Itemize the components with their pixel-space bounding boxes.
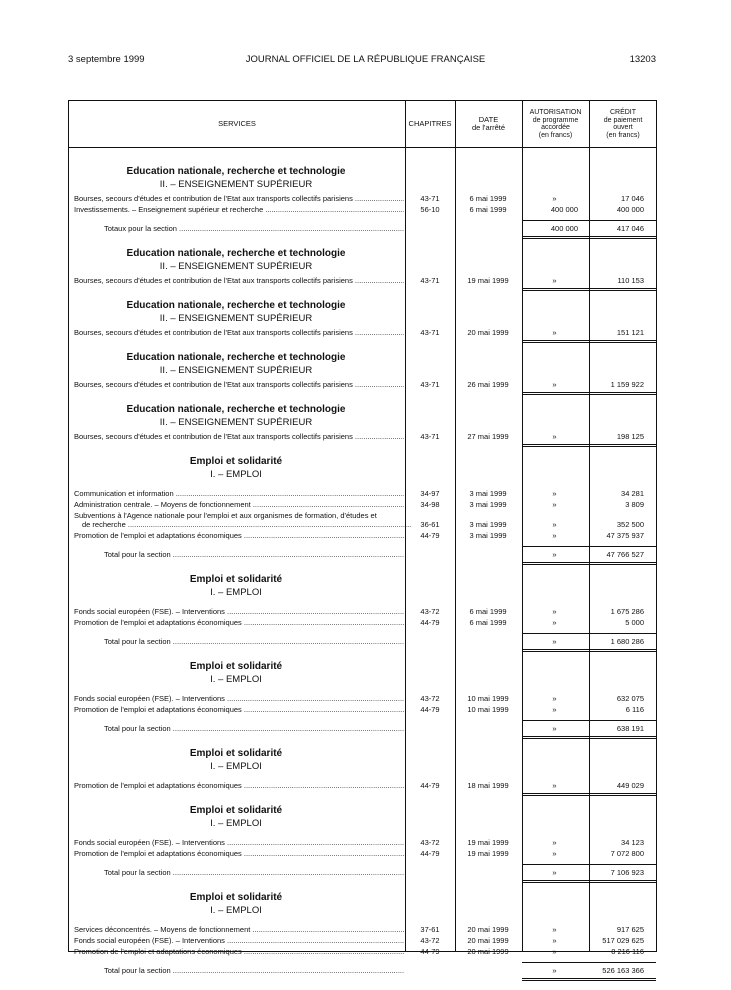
col-header-autorisation: AUTORISATION de programme accordée (en francs) xyxy=(529,109,582,139)
table-row xyxy=(68,432,657,443)
table-row xyxy=(68,520,657,531)
section-title: Education nationale, recherche et technologie xyxy=(126,248,346,259)
row-credit: 198 125 xyxy=(616,432,644,441)
section-subtitle: II. – ENSEIGNEMENT SUPÉRIEUR xyxy=(159,313,313,324)
total-row xyxy=(68,868,657,879)
row-service: Investissements. – Enseignement supérieur et recherche ..... xyxy=(74,205,404,215)
row-autorisation: » xyxy=(552,194,557,203)
section-subtitle: I. – EMPLOI xyxy=(210,818,262,829)
row-chapitre: 34-97 xyxy=(420,489,440,498)
total-row xyxy=(68,550,657,561)
row-date: 3 mai 1999 xyxy=(469,489,507,498)
row-date: 20 mai 1999 xyxy=(467,936,509,945)
row-service: Services déconcentrés. – Moyens de fonctionnement ..... xyxy=(74,925,404,935)
row-autorisation: » xyxy=(552,489,557,498)
row-credit: 1 159 922 xyxy=(610,380,644,389)
row-credit: 517 029 625 xyxy=(602,936,644,945)
row-date: 10 mai 1999 xyxy=(467,694,509,703)
total-double-rule xyxy=(522,736,656,739)
row-service: Subventions à l'Agence nationale pour l'emploi et aux organismes de formation, d'études et xyxy=(74,511,377,520)
total-row xyxy=(68,966,657,977)
budget-section xyxy=(68,403,657,447)
total-label: Total pour la section ..... xyxy=(104,637,404,647)
row-chapitre: 43-71 xyxy=(420,380,440,389)
table-row xyxy=(68,205,657,216)
row-service: Promotion de l'emploi et adaptations économiques ..... xyxy=(74,849,404,859)
section-double-rule xyxy=(522,392,656,395)
section-subtitle: II. – ENSEIGNEMENT SUPÉRIEUR xyxy=(159,365,313,376)
row-chapitre: 43-72 xyxy=(420,694,440,703)
section-subtitle: II. – ENSEIGNEMENT SUPÉRIEUR xyxy=(159,179,313,190)
row-chapitre: 34-98 xyxy=(420,500,440,509)
total-double-rule xyxy=(522,649,656,652)
section-subtitle: I. – EMPLOI xyxy=(210,674,262,685)
budget-section xyxy=(68,165,657,239)
row-credit: 449 029 xyxy=(616,781,644,790)
row-date: 6 mai 1999 xyxy=(469,205,507,214)
row-date: 27 mai 1999 xyxy=(467,432,509,441)
row-service: Fonds social européen (FSE). – Interventions ..... xyxy=(74,936,404,946)
row-autorisation: 400 000 xyxy=(550,205,578,214)
row-autorisation: » xyxy=(552,380,557,389)
total-credit: 638 191 xyxy=(616,724,644,733)
budget-section xyxy=(68,891,657,981)
row-service: Fonds social européen (FSE). – Interventions ..... xyxy=(74,607,404,617)
col-header-services: SERVICES xyxy=(218,118,256,128)
section-title: Emploi et solidarité xyxy=(189,748,283,759)
row-chapitre: 43-72 xyxy=(420,936,440,945)
row-chapitre: 37-61 xyxy=(420,925,440,934)
row-autorisation: » xyxy=(552,705,557,714)
table-row xyxy=(68,618,657,629)
row-date: 6 mai 1999 xyxy=(469,194,507,203)
row-autorisation: » xyxy=(552,520,557,529)
table-row xyxy=(68,936,657,947)
total-credit: 1 680 286 xyxy=(610,637,644,646)
total-double-rule xyxy=(522,236,656,239)
table-row xyxy=(68,781,657,792)
row-chapitre: 43-71 xyxy=(420,432,440,441)
section-double-rule xyxy=(522,340,656,343)
row-service: Fonds social européen (FSE). – Interventions ..... xyxy=(74,694,404,704)
section-title: Education nationale, recherche et technologie xyxy=(126,166,346,177)
total-autorisation: » xyxy=(552,966,557,975)
section-title: Emploi et solidarité xyxy=(189,574,283,585)
total-rule xyxy=(522,962,656,963)
section-title: Emploi et solidarité xyxy=(189,456,283,467)
total-double-rule xyxy=(522,978,656,981)
total-credit: 526 163 366 xyxy=(602,966,644,975)
row-autorisation: » xyxy=(552,849,557,858)
total-autorisation: » xyxy=(552,637,557,646)
row-autorisation: » xyxy=(552,781,557,790)
total-rule xyxy=(522,546,656,547)
table-row xyxy=(68,925,657,936)
section-title: Emploi et solidarité xyxy=(189,805,283,816)
row-autorisation: » xyxy=(552,936,557,945)
row-service: Administration centrale. – Moyens de fonctionnement ..... xyxy=(74,500,404,510)
row-chapitre: 43-71 xyxy=(420,194,440,203)
row-date: 18 mai 1999 xyxy=(467,781,509,790)
row-date: 3 mai 1999 xyxy=(469,520,507,529)
row-credit: 34 123 xyxy=(621,838,644,847)
row-service: Promotion de l'emploi et adaptations économiques ..... xyxy=(74,705,404,715)
col-header-date: DATE de l'arrêté xyxy=(471,114,506,132)
table-row xyxy=(68,500,657,511)
row-credit: 7 072 800 xyxy=(610,849,644,858)
row-service: Bourses, secours d'études et contribution de l'Etat aux transports collectifs parisiens ..... xyxy=(74,194,404,204)
row-chapitre: 43-72 xyxy=(420,838,440,847)
page-date: 3 septembre 1999 xyxy=(68,54,145,65)
row-date: 6 mai 1999 xyxy=(469,618,507,627)
row-credit: 34 281 xyxy=(621,489,644,498)
section-title: Education nationale, recherche et technologie xyxy=(126,352,346,363)
row-autorisation: » xyxy=(552,618,557,627)
row-autorisation: » xyxy=(552,531,557,540)
row-date: 20 mai 1999 xyxy=(467,925,509,934)
total-rule xyxy=(522,864,656,865)
total-credit: 417 046 xyxy=(616,224,644,233)
row-chapitre: 36-61 xyxy=(420,520,440,529)
row-chapitre: 44-79 xyxy=(420,849,440,858)
budget-section xyxy=(68,299,657,343)
row-chapitre: 43-71 xyxy=(420,276,440,285)
row-service: Promotion de l'emploi et adaptations économiques ..... xyxy=(74,531,404,541)
section-title: Emploi et solidarité xyxy=(189,661,283,672)
budget-section xyxy=(68,747,657,796)
total-credit: 47 766 527 xyxy=(606,550,644,559)
table-row xyxy=(68,849,657,860)
row-autorisation: » xyxy=(552,432,557,441)
section-title: Education nationale, recherche et technologie xyxy=(126,404,346,415)
section-subtitle: I. – EMPLOI xyxy=(210,761,262,772)
row-date: 19 mai 1999 xyxy=(467,838,509,847)
section-double-rule xyxy=(522,793,656,796)
row-autorisation: » xyxy=(552,607,557,616)
row-date: 20 mai 1999 xyxy=(467,947,509,956)
row-service: Bourses, secours d'études et contribution de l'Etat aux transports collectifs parisiens ..... xyxy=(74,432,404,442)
total-label: Totaux pour la section ..... xyxy=(104,224,404,234)
row-service: Communication et information ..... xyxy=(74,489,404,499)
row-service: Bourses, secours d'études et contribution de l'Etat aux transports collectifs parisiens ..... xyxy=(74,380,404,390)
table-row xyxy=(68,607,657,618)
section-title: Education nationale, recherche et technologie xyxy=(126,300,346,311)
row-chapitre: 44-79 xyxy=(420,947,440,956)
total-label: Total pour la section ..... xyxy=(104,868,404,878)
row-service: Bourses, secours d'études et contribution de l'Etat aux transports collectifs parisiens ..... xyxy=(74,328,404,338)
total-row xyxy=(68,724,657,735)
row-service: de recherche ..... xyxy=(82,520,412,530)
row-autorisation: » xyxy=(552,925,557,934)
table-row xyxy=(68,194,657,205)
row-credit: 400 000 xyxy=(616,205,644,214)
total-label: Total pour la section ..... xyxy=(104,724,404,734)
row-credit: 110 153 xyxy=(617,276,644,285)
total-row xyxy=(68,224,657,235)
row-date: 26 mai 1999 xyxy=(467,380,509,389)
row-credit: 6 116 xyxy=(625,705,644,714)
total-double-rule xyxy=(522,880,656,883)
section-title: Emploi et solidarité xyxy=(189,892,283,903)
row-credit: 632 075 xyxy=(616,694,644,703)
row-chapitre: 43-71 xyxy=(420,328,440,337)
total-row xyxy=(68,637,657,648)
table-row xyxy=(68,705,657,716)
total-label: Total pour la section ..... xyxy=(104,550,404,560)
row-service: Fonds social européen (FSE). – Interventions ..... xyxy=(74,838,404,848)
row-credit: 8 216 116 xyxy=(611,947,644,956)
row-credit: 1 675 286 xyxy=(610,607,644,616)
table-row xyxy=(68,947,657,958)
total-autorisation: » xyxy=(552,550,557,559)
row-chapitre: 44-79 xyxy=(420,618,440,627)
row-autorisation: » xyxy=(552,838,557,847)
total-autorisation: » xyxy=(552,724,557,733)
row-chapitre: 56-10 xyxy=(420,205,440,214)
table-row xyxy=(68,276,657,287)
table-row xyxy=(68,328,657,339)
table-row xyxy=(68,694,657,705)
budget-section xyxy=(68,804,657,883)
row-credit: 917 625 xyxy=(616,925,644,934)
budget-section xyxy=(68,455,657,565)
row-autorisation: » xyxy=(552,500,557,509)
budget-section xyxy=(68,247,657,291)
row-chapitre: 44-79 xyxy=(420,705,440,714)
page-number: 13203 xyxy=(629,54,656,65)
section-subtitle: I. – EMPLOI xyxy=(210,587,262,598)
row-credit: 352 500 xyxy=(616,520,644,529)
total-rule xyxy=(522,220,656,221)
row-service: Bourses, secours d'études et contribution de l'Etat aux transports collectifs parisiens ..... xyxy=(74,276,404,286)
row-date: 19 mai 1999 xyxy=(467,276,509,285)
row-credit: 151 121 xyxy=(616,328,644,337)
total-rule xyxy=(522,720,656,721)
row-date: 6 mai 1999 xyxy=(469,607,507,616)
section-double-rule xyxy=(522,444,656,447)
row-credit: 47 375 937 xyxy=(606,531,644,540)
col-header-chapitres: CHAPITRES xyxy=(408,118,452,128)
row-service: Promotion de l'emploi et adaptations économiques ..... xyxy=(74,947,404,957)
budget-section xyxy=(68,351,657,395)
row-chapitre: 44-79 xyxy=(420,781,440,790)
table-row xyxy=(68,511,657,520)
row-autorisation: » xyxy=(552,694,557,703)
row-date: 3 mai 1999 xyxy=(469,531,507,540)
row-autorisation: » xyxy=(552,276,557,285)
row-chapitre: 43-72 xyxy=(420,607,440,616)
row-date: 3 mai 1999 xyxy=(469,500,507,509)
total-double-rule xyxy=(522,562,656,565)
row-credit: 3 809 xyxy=(625,500,644,509)
section-subtitle: I. – EMPLOI xyxy=(210,469,262,480)
table-row xyxy=(68,380,657,391)
row-date: 10 mai 1999 xyxy=(467,705,509,714)
total-label: Total pour la section ..... xyxy=(104,966,404,976)
row-service: Promotion de l'emploi et adaptations économiques ..... xyxy=(74,781,404,791)
journal-title: JOURNAL OFFICIEL DE LA RÉPUBLIQUE FRANÇAISE xyxy=(245,54,486,65)
budget-section xyxy=(68,660,657,739)
table-row xyxy=(68,838,657,849)
row-autorisation: » xyxy=(552,328,557,337)
row-date: 19 mai 1999 xyxy=(467,849,509,858)
row-chapitre: 44-79 xyxy=(420,531,440,540)
col-header-credit: CRÉDIT de paiement ouvert (en francs) xyxy=(603,109,643,139)
budget-section xyxy=(68,573,657,652)
total-autorisation: 400 000 xyxy=(550,224,578,233)
total-autorisation: » xyxy=(552,868,557,877)
row-credit: 5 000 xyxy=(625,618,644,627)
row-date: 20 mai 1999 xyxy=(467,328,509,337)
row-autorisation: » xyxy=(552,947,557,956)
section-subtitle: II. – ENSEIGNEMENT SUPÉRIEUR xyxy=(159,417,313,428)
row-service: Promotion de l'emploi et adaptations économiques ..... xyxy=(74,618,404,628)
table-row xyxy=(68,489,657,500)
section-double-rule xyxy=(522,288,656,291)
row-credit: 17 046 xyxy=(621,194,644,203)
total-credit: 7 106 923 xyxy=(610,868,644,877)
table-body xyxy=(68,147,657,981)
total-rule xyxy=(522,633,656,634)
table-row xyxy=(68,531,657,542)
section-subtitle: II. – ENSEIGNEMENT SUPÉRIEUR xyxy=(159,261,313,272)
section-subtitle: I. – EMPLOI xyxy=(210,905,262,916)
